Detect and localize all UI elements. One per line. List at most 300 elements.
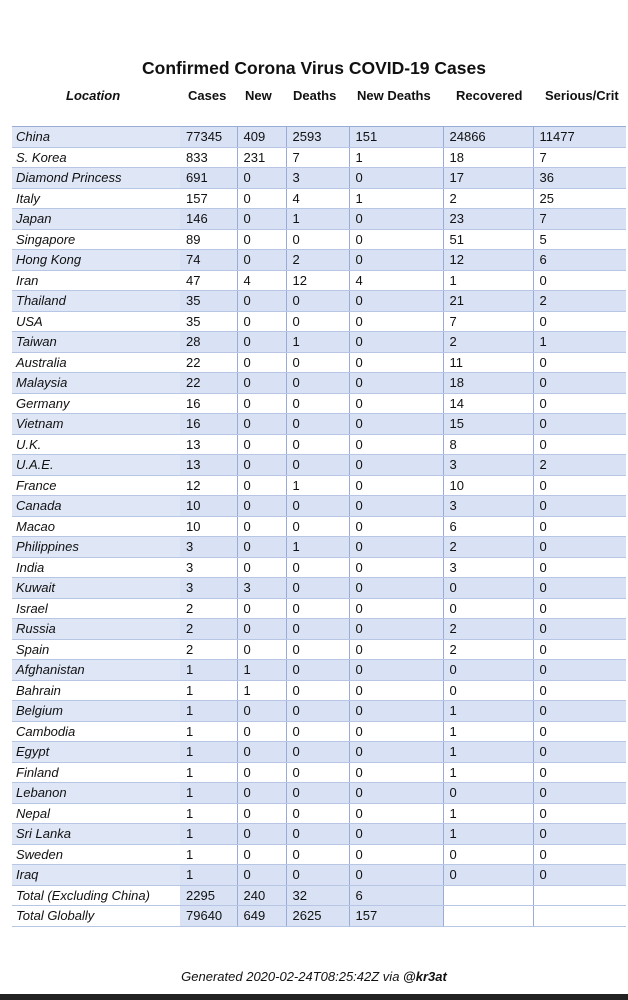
location-cell: Japan	[12, 209, 180, 230]
value-cell: 0	[533, 701, 626, 722]
value-cell: 1	[237, 660, 286, 681]
value-cell: 1	[443, 824, 533, 845]
value-cell: 17	[443, 168, 533, 189]
value-cell: 0	[533, 352, 626, 373]
location-cell: Total (Excluding China)	[12, 885, 180, 906]
value-cell: 2295	[180, 885, 237, 906]
value-cell: 0	[286, 393, 349, 414]
value-cell: 10	[180, 496, 237, 517]
value-cell: 1	[180, 701, 237, 722]
value-cell: 0	[237, 414, 286, 435]
value-cell: 7	[443, 311, 533, 332]
value-cell: 0	[286, 865, 349, 886]
value-cell: 3	[180, 578, 237, 599]
location-cell: France	[12, 475, 180, 496]
value-cell: 0	[286, 578, 349, 599]
column-header-cases: Cases	[188, 88, 227, 103]
value-cell: 0	[533, 619, 626, 640]
column-header-recovered: Recovered	[456, 88, 523, 103]
value-cell: 0	[237, 783, 286, 804]
table-row	[12, 475, 626, 496]
value-cell: 3	[180, 537, 237, 558]
value-cell: 0	[349, 844, 443, 865]
value-cell: 16	[180, 393, 237, 414]
value-cell: 0	[533, 475, 626, 496]
value-cell: 0	[237, 434, 286, 455]
value-cell: 0	[286, 742, 349, 763]
value-cell: 10	[443, 475, 533, 496]
location-cell: India	[12, 557, 180, 578]
value-cell: 1	[443, 721, 533, 742]
value-cell: 51	[443, 229, 533, 250]
value-cell: 0	[349, 434, 443, 455]
page-title: Confirmed Corona Virus COVID-19 Cases	[142, 58, 486, 78]
value-cell: 0	[349, 660, 443, 681]
footer	[0, 969, 628, 984]
table-row	[12, 373, 626, 394]
location-cell: Bahrain	[12, 680, 180, 701]
bottom-bar	[0, 994, 628, 1000]
value-cell: 0	[349, 824, 443, 845]
value-cell: 0	[349, 619, 443, 640]
value-cell: 0	[237, 373, 286, 394]
value-cell: 35	[180, 291, 237, 312]
value-cell: 0	[286, 639, 349, 660]
value-cell: 0	[349, 250, 443, 271]
table-row	[12, 803, 626, 824]
location-cell: Nepal	[12, 803, 180, 824]
value-cell: 0	[286, 373, 349, 394]
value-cell: 0	[237, 721, 286, 742]
location-cell: Taiwan	[12, 332, 180, 353]
value-cell: 0	[533, 762, 626, 783]
value-cell: 0	[443, 598, 533, 619]
value-cell	[533, 906, 626, 927]
value-cell: 146	[180, 209, 237, 230]
value-cell: 0	[349, 393, 443, 414]
value-cell: 6	[443, 516, 533, 537]
value-cell: 0	[349, 209, 443, 230]
total-row	[12, 906, 626, 927]
value-cell: 74	[180, 250, 237, 271]
value-cell: 0	[533, 865, 626, 886]
value-cell: 11477	[533, 127, 626, 148]
value-cell: 0	[286, 824, 349, 845]
value-cell: 0	[286, 701, 349, 722]
value-cell: 1	[180, 680, 237, 701]
value-cell: 0	[237, 188, 286, 209]
value-cell: 1	[443, 270, 533, 291]
value-cell: 3	[180, 557, 237, 578]
table-row	[12, 270, 626, 291]
value-cell: 0	[237, 701, 286, 722]
value-cell: 240	[237, 885, 286, 906]
value-cell: 833	[180, 147, 237, 168]
value-cell: 157	[180, 188, 237, 209]
value-cell: 0	[286, 803, 349, 824]
value-cell: 0	[237, 455, 286, 476]
value-cell: 0	[286, 783, 349, 804]
value-cell: 6	[349, 885, 443, 906]
location-cell: Lebanon	[12, 783, 180, 804]
value-cell: 0	[286, 455, 349, 476]
value-cell: 3	[237, 578, 286, 599]
value-cell: 0	[237, 824, 286, 845]
value-cell: 22	[180, 352, 237, 373]
column-header-deaths: Deaths	[293, 88, 337, 103]
value-cell: 0	[286, 680, 349, 701]
value-cell: 0	[349, 680, 443, 701]
value-cell: 0	[237, 332, 286, 353]
value-cell: 0	[349, 455, 443, 476]
location-cell: Kuwait	[12, 578, 180, 599]
value-cell: 0	[349, 762, 443, 783]
location-cell: U.K.	[12, 434, 180, 455]
value-cell: 1	[443, 762, 533, 783]
value-cell: 0	[349, 516, 443, 537]
value-cell: 0	[286, 598, 349, 619]
table-row	[12, 742, 626, 763]
value-cell: 2	[533, 455, 626, 476]
value-cell: 2	[443, 619, 533, 640]
value-cell: 1	[180, 824, 237, 845]
value-cell: 0	[286, 291, 349, 312]
value-cell: 0	[349, 639, 443, 660]
value-cell: 0	[533, 598, 626, 619]
location-cell: Cambodia	[12, 721, 180, 742]
value-cell: 0	[237, 250, 286, 271]
location-cell: S. Korea	[12, 147, 180, 168]
value-cell: 0	[349, 311, 443, 332]
location-cell: Finland	[12, 762, 180, 783]
location-cell: Sweden	[12, 844, 180, 865]
location-cell: Sri Lanka	[12, 824, 180, 845]
value-cell: 79640	[180, 906, 237, 927]
value-cell: 0	[443, 660, 533, 681]
value-cell: 2593	[286, 127, 349, 148]
column-header-location: Location	[66, 88, 121, 103]
value-cell: 2	[443, 537, 533, 558]
value-cell: 1	[180, 844, 237, 865]
value-cell: 0	[286, 352, 349, 373]
value-cell: 8	[443, 434, 533, 455]
value-cell: 23	[443, 209, 533, 230]
value-cell: 13	[180, 455, 237, 476]
value-cell: 0	[286, 619, 349, 640]
location-cell: Malaysia	[12, 373, 180, 394]
value-cell: 0	[533, 373, 626, 394]
value-cell: 0	[533, 557, 626, 578]
value-cell: 0	[286, 311, 349, 332]
value-cell: 0	[286, 496, 349, 517]
value-cell: 89	[180, 229, 237, 250]
value-cell: 2	[443, 639, 533, 660]
value-cell: 0	[349, 414, 443, 435]
value-cell: 0	[533, 270, 626, 291]
table-row	[12, 680, 626, 701]
location-cell: Thailand	[12, 291, 180, 312]
location-cell: Macao	[12, 516, 180, 537]
value-cell: 0	[237, 762, 286, 783]
cases-table-body	[12, 127, 626, 927]
value-cell: 3	[443, 496, 533, 517]
value-cell: 12	[286, 270, 349, 291]
location-cell: Germany	[12, 393, 180, 414]
value-cell: 0	[237, 598, 286, 619]
value-cell: 36	[533, 168, 626, 189]
value-cell: 0	[349, 332, 443, 353]
value-cell: 1	[286, 537, 349, 558]
value-cell: 24866	[443, 127, 533, 148]
column-header-serious-crit: Serious/Crit	[545, 88, 619, 103]
value-cell: 0	[533, 742, 626, 763]
value-cell: 0	[237, 352, 286, 373]
location-cell: Belgium	[12, 701, 180, 722]
value-cell: 1	[180, 721, 237, 742]
location-cell: Israel	[12, 598, 180, 619]
value-cell: 0	[349, 168, 443, 189]
table-row	[12, 147, 626, 168]
value-cell: 1	[349, 147, 443, 168]
value-cell: 28	[180, 332, 237, 353]
value-cell: 0	[286, 660, 349, 681]
value-cell: 1	[180, 660, 237, 681]
table-row	[12, 291, 626, 312]
table-row	[12, 332, 626, 353]
value-cell: 0	[533, 783, 626, 804]
value-cell: 0	[533, 803, 626, 824]
value-cell: 25	[533, 188, 626, 209]
table-row	[12, 824, 626, 845]
value-cell: 15	[443, 414, 533, 435]
value-cell: 0	[237, 803, 286, 824]
value-cell: 2	[180, 598, 237, 619]
value-cell: 0	[349, 803, 443, 824]
value-cell: 0	[286, 721, 349, 742]
value-cell: 0	[237, 496, 286, 517]
value-cell: 7	[533, 147, 626, 168]
value-cell: 0	[533, 537, 626, 558]
location-cell: Diamond Princess	[12, 168, 180, 189]
value-cell: 0	[286, 557, 349, 578]
table-row	[12, 311, 626, 332]
table-row	[12, 434, 626, 455]
column-header-new-deaths: New Deaths	[357, 88, 431, 103]
location-cell: Vietnam	[12, 414, 180, 435]
table-row	[12, 229, 626, 250]
value-cell: 0	[349, 229, 443, 250]
location-cell: Australia	[12, 352, 180, 373]
value-cell: 0	[237, 844, 286, 865]
value-cell: 0	[349, 865, 443, 886]
value-cell: 0	[443, 844, 533, 865]
table-row	[12, 414, 626, 435]
value-cell: 0	[349, 475, 443, 496]
value-cell: 4	[349, 270, 443, 291]
value-cell: 0	[349, 701, 443, 722]
value-cell: 157	[349, 906, 443, 927]
value-cell: 1	[286, 475, 349, 496]
table-row	[12, 188, 626, 209]
value-cell: 0	[349, 783, 443, 804]
value-cell: 0	[237, 537, 286, 558]
value-cell: 0	[237, 311, 286, 332]
value-cell: 0	[533, 311, 626, 332]
value-cell: 0	[443, 680, 533, 701]
value-cell: 0	[349, 496, 443, 517]
location-cell: Spain	[12, 639, 180, 660]
value-cell: 1	[443, 803, 533, 824]
table-row	[12, 168, 626, 189]
value-cell: 1	[180, 803, 237, 824]
value-cell: 0	[533, 393, 626, 414]
value-cell: 1	[180, 865, 237, 886]
value-cell: 0	[349, 537, 443, 558]
table-row	[12, 762, 626, 783]
value-cell: 7	[533, 209, 626, 230]
value-cell: 0	[349, 352, 443, 373]
value-cell: 0	[533, 434, 626, 455]
location-cell: Afghanistan	[12, 660, 180, 681]
value-cell: 0	[349, 598, 443, 619]
value-cell: 3	[443, 557, 533, 578]
value-cell: 0	[533, 680, 626, 701]
value-cell: 0	[443, 783, 533, 804]
value-cell: 0	[237, 742, 286, 763]
value-cell: 0	[237, 619, 286, 640]
table-row	[12, 844, 626, 865]
value-cell: 649	[237, 906, 286, 927]
location-cell: Italy	[12, 188, 180, 209]
value-cell: 0	[237, 209, 286, 230]
value-cell	[443, 885, 533, 906]
location-cell: Singapore	[12, 229, 180, 250]
value-cell: 11	[443, 352, 533, 373]
value-cell: 0	[533, 639, 626, 660]
value-cell: 2	[533, 291, 626, 312]
table-row	[12, 721, 626, 742]
value-cell: 2	[286, 250, 349, 271]
value-cell	[533, 885, 626, 906]
total-row	[12, 885, 626, 906]
value-cell: 18	[443, 147, 533, 168]
table-row	[12, 701, 626, 722]
table-row	[12, 619, 626, 640]
value-cell: 2	[443, 332, 533, 353]
value-cell: 0	[237, 168, 286, 189]
value-cell: 2	[180, 619, 237, 640]
value-cell: 0	[286, 434, 349, 455]
value-cell: 1	[180, 783, 237, 804]
value-cell: 2	[443, 188, 533, 209]
value-cell: 4	[237, 270, 286, 291]
table-row	[12, 209, 626, 230]
value-cell: 1	[349, 188, 443, 209]
value-cell: 0	[349, 578, 443, 599]
column-header-new: New	[245, 88, 272, 103]
value-cell: 691	[180, 168, 237, 189]
value-cell: 0	[286, 516, 349, 537]
value-cell: 0	[443, 865, 533, 886]
location-cell: China	[12, 127, 180, 148]
value-cell: 1	[286, 332, 349, 353]
cases-table	[12, 126, 626, 927]
value-cell: 0	[237, 393, 286, 414]
table-row	[12, 393, 626, 414]
value-cell: 35	[180, 311, 237, 332]
value-cell: 1	[443, 742, 533, 763]
value-cell: 7	[286, 147, 349, 168]
value-cell: 151	[349, 127, 443, 148]
value-cell: 409	[237, 127, 286, 148]
location-cell: USA	[12, 311, 180, 332]
value-cell: 0	[286, 762, 349, 783]
location-cell: Egypt	[12, 742, 180, 763]
value-cell: 22	[180, 373, 237, 394]
location-cell: Philippines	[12, 537, 180, 558]
value-cell: 77345	[180, 127, 237, 148]
value-cell: 0	[533, 844, 626, 865]
value-cell: 0	[443, 578, 533, 599]
value-cell: 47	[180, 270, 237, 291]
value-cell: 1	[180, 762, 237, 783]
location-cell: Iraq	[12, 865, 180, 886]
value-cell: 16	[180, 414, 237, 435]
value-cell: 32	[286, 885, 349, 906]
value-cell: 0	[237, 639, 286, 660]
value-cell: 1	[533, 332, 626, 353]
value-cell: 5	[533, 229, 626, 250]
value-cell: 0	[533, 414, 626, 435]
table-row	[12, 660, 626, 681]
value-cell: 0	[237, 475, 286, 496]
location-cell: Hong Kong	[12, 250, 180, 271]
value-cell: 0	[533, 824, 626, 845]
value-cell	[443, 906, 533, 927]
value-cell: 3	[286, 168, 349, 189]
location-cell: Iran	[12, 270, 180, 291]
value-cell: 1	[286, 209, 349, 230]
footer-handle: @kr3at	[403, 969, 447, 984]
table-row	[12, 783, 626, 804]
value-cell: 0	[349, 291, 443, 312]
value-cell: 6	[533, 250, 626, 271]
value-cell: 0	[533, 496, 626, 517]
value-cell: 0	[286, 229, 349, 250]
value-cell: 12	[443, 250, 533, 271]
value-cell: 0	[349, 742, 443, 763]
table-row	[12, 516, 626, 537]
value-cell: 2	[180, 639, 237, 660]
value-cell: 0	[533, 578, 626, 599]
value-cell: 21	[443, 291, 533, 312]
value-cell: 12	[180, 475, 237, 496]
value-cell: 0	[533, 721, 626, 742]
table-row	[12, 127, 626, 148]
table-row	[12, 557, 626, 578]
value-cell: 0	[349, 373, 443, 394]
value-cell: 1	[443, 701, 533, 722]
value-cell: 18	[443, 373, 533, 394]
table-row	[12, 865, 626, 886]
value-cell: 0	[533, 660, 626, 681]
location-cell: Canada	[12, 496, 180, 517]
location-cell: Total Globally	[12, 906, 180, 927]
table-row	[12, 455, 626, 476]
table-row	[12, 496, 626, 517]
table-row	[12, 352, 626, 373]
value-cell: 0	[237, 865, 286, 886]
